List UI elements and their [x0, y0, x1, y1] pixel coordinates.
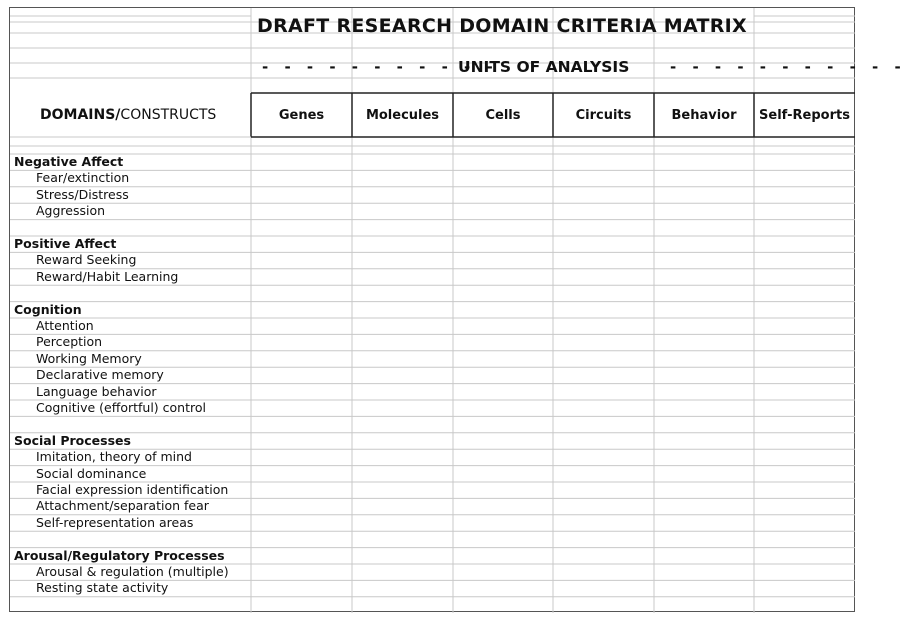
column-header-1: Molecules — [365, 108, 440, 123]
construct-label: Reward/Habit Learning — [36, 268, 179, 284]
construct-label: Attention — [36, 318, 94, 333]
domains-header-bold: DOMAINS/ — [40, 107, 121, 123]
construct-label: Social dominance — [36, 465, 147, 481]
constructs-header-text: CONSTRUCTS — [120, 107, 217, 123]
domain-category-label: Social Processes — [14, 432, 131, 448]
column-header-5: Self-Reports — [759, 108, 850, 123]
domain-category-label: Arousal/Regulatory Processes — [14, 547, 225, 563]
construct-label: Stress/Distress — [36, 186, 129, 202]
domain-category-label: Negative Affect — [14, 154, 124, 169]
column-header-2: Cells — [485, 108, 521, 123]
units-of-analysis-label: UNITS OF ANALYSIS — [458, 58, 630, 76]
construct-label: Resting state activity — [36, 580, 169, 596]
construct-label: Declarative memory — [36, 367, 164, 383]
units-dashes-left: - - - - - - - - - - - — [262, 58, 499, 76]
construct-label: Attachment/separation fear — [36, 498, 209, 514]
construct-label: Facial expression identification — [36, 482, 229, 497]
criteria-matrix-sheet — [9, 7, 906, 612]
matrix-title: DRAFT RESEARCH DOMAIN CRITERIA MATRIX — [257, 15, 747, 37]
construct-label: Aggression — [36, 203, 106, 219]
construct-label: Perception — [36, 334, 103, 350]
construct-label: Self-representation areas — [36, 514, 194, 530]
construct-label: Arousal & regulation (multiple) — [36, 564, 229, 579]
domain-category-label: Positive Affect — [14, 236, 117, 251]
column-header-4: Behavior — [671, 108, 737, 123]
domain-category-label: Cognition — [14, 301, 82, 317]
construct-label: Working Memory — [36, 350, 142, 366]
units-dashes-right: - - - - - - - - - - - — [670, 58, 906, 76]
construct-label: Cognitive (effortful) control — [36, 400, 206, 415]
column-header-0: Genes — [278, 108, 325, 123]
construct-label: Reward Seeking — [36, 252, 137, 268]
construct-label: Fear/extinction — [36, 170, 130, 186]
construct-label: Language behavior — [36, 383, 157, 399]
column-header-3: Circuits — [575, 108, 632, 123]
domains-constructs-header — [40, 108, 216, 122]
construct-label: Imitation, theory of mind — [36, 449, 192, 465]
